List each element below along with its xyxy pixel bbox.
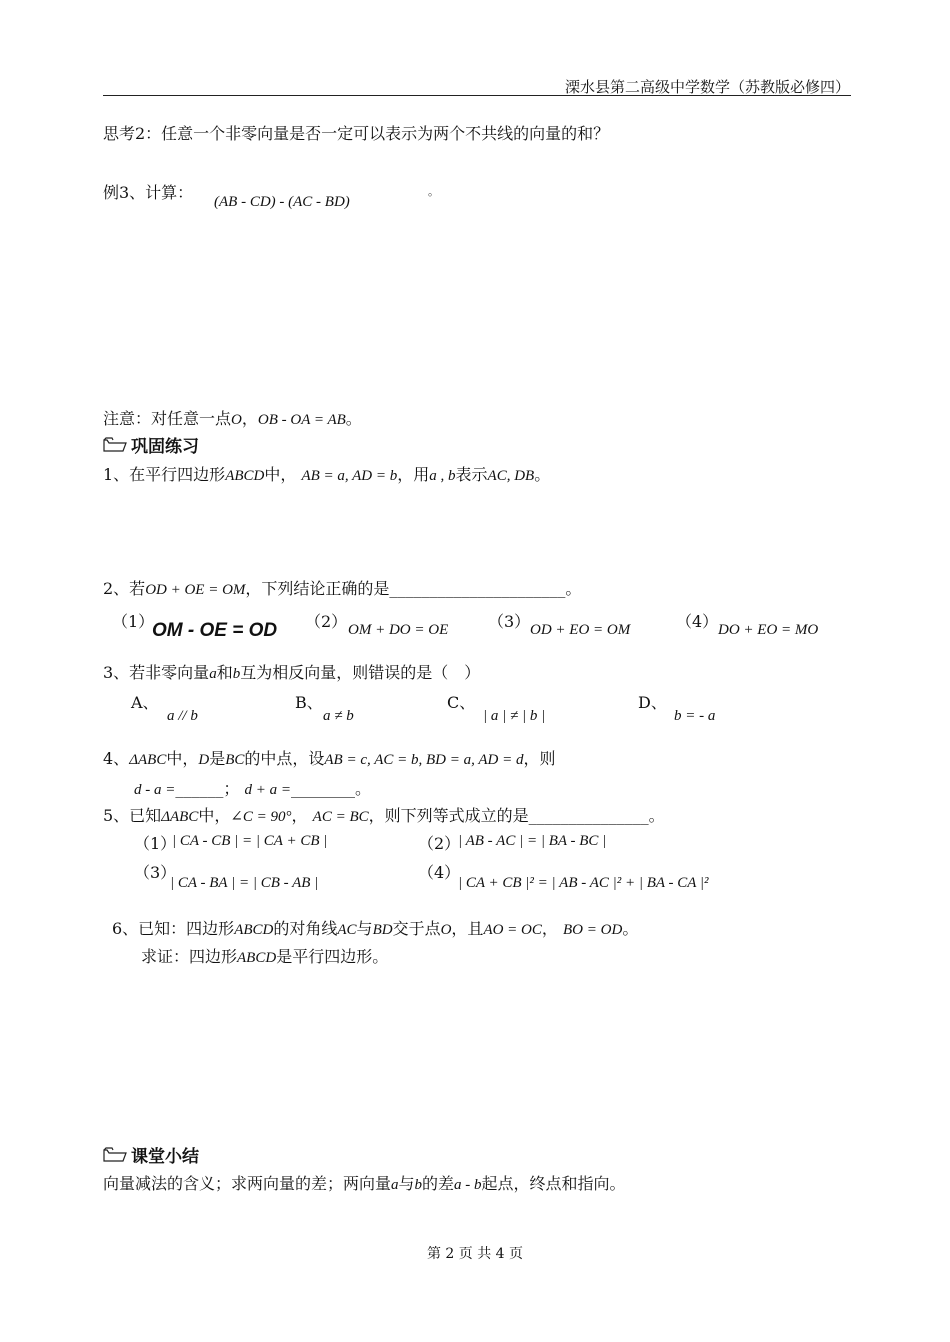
summary-b: b xyxy=(414,1177,423,1193)
q5-opt4-label: （4） xyxy=(418,863,461,882)
summary-text: 的差 xyxy=(422,1174,455,1193)
q2-opt4-label: （4） xyxy=(676,612,719,631)
q6-text: ， xyxy=(541,919,558,938)
q6-line xyxy=(112,916,638,939)
summary-text: 向量减法的含义；求两向量的差；两向量 xyxy=(103,1174,392,1193)
q4-blank: ________ xyxy=(290,779,355,798)
q4-text: 4、 xyxy=(103,749,130,768)
q4-text: ； xyxy=(223,779,240,798)
q6-pt: O xyxy=(440,922,452,938)
q5-opt3: | CA - BA | = | CB - AB | xyxy=(170,875,319,891)
q4-text: 的中点，设 xyxy=(244,749,325,768)
q5-opt1: | CA - CB | = | CA + CB | xyxy=(172,833,328,849)
q1-targets: AC, DB xyxy=(487,468,535,484)
summary-text: 起点，终点和指向。 xyxy=(481,1174,626,1193)
summary-a: a xyxy=(391,1177,399,1193)
q2-opt1-label: （1） xyxy=(112,612,155,631)
note-point: O xyxy=(231,412,242,428)
q4-text: ，则 xyxy=(523,749,556,768)
q1-text: 中， xyxy=(264,465,297,484)
q2-text: ，下列结论正确的是______________________。 xyxy=(245,579,582,598)
q5-opt2: | AB - AC | = | BA - BC | xyxy=(458,833,607,849)
note-end: 。 xyxy=(345,409,362,428)
header-rule xyxy=(103,95,851,96)
q5-line xyxy=(103,803,665,826)
q3-C: | a | ≠ | b | xyxy=(483,708,546,724)
page-footer: 第 2 页 共 4 页 xyxy=(426,1246,524,1262)
q1-text: 1、在平行四边形 xyxy=(103,465,226,484)
q4-tri: ΔABC xyxy=(129,752,167,768)
q5-opt4: | CA + CB |² = | AB - AC |² + | BA - CA |² xyxy=(458,875,709,891)
q2-opt3: OD + EO = OM xyxy=(530,622,631,638)
example3-expr: (AB - CD) - (AC - BD) xyxy=(214,194,350,210)
section-practice-title: 巩固练习 xyxy=(131,437,199,457)
q5-tri: ΔABC xyxy=(161,809,199,825)
q3-D: b = - a xyxy=(674,708,716,724)
folder-icon xyxy=(103,1147,127,1162)
q5-opt1-label: （1） xyxy=(134,834,177,853)
q2-text: 2、若 xyxy=(103,579,146,598)
q5-eq: AC = BC xyxy=(312,809,369,825)
q6-eq: AO = OC xyxy=(483,922,542,938)
q4-line2 xyxy=(134,776,371,799)
note-line xyxy=(103,406,362,429)
q2-opt3-label: （3） xyxy=(488,612,531,631)
q6-text: 的对角线 xyxy=(273,919,338,938)
q3-B: a ≠ b xyxy=(323,708,354,724)
q6-diag: BD xyxy=(372,922,393,938)
q1-vars: a , b xyxy=(429,468,456,484)
note-sep: ， xyxy=(241,409,258,428)
q6-text: 6、已知：四边形 xyxy=(112,919,235,938)
q4-text: 中， xyxy=(166,749,199,768)
section-summary-title: 课堂小结 xyxy=(131,1147,199,1167)
q4-text: 是 xyxy=(209,749,226,768)
q1-given: AB = a, AD = b xyxy=(301,468,398,484)
q2-line xyxy=(103,576,581,599)
q4-given: AB = c, AC = b, BD = a, AD = d xyxy=(324,752,524,768)
q1-text: 表示 xyxy=(455,465,488,484)
q1-end: 。 xyxy=(534,465,551,484)
q1-text: ，用 xyxy=(397,465,430,484)
q5-opt3-label: （3） xyxy=(134,863,177,882)
q6-quad: ABCD xyxy=(234,922,274,938)
q2-opt2: OM + DO = OE xyxy=(348,622,449,638)
q3-a: a xyxy=(209,666,217,682)
q3-C-label: C、 xyxy=(447,693,476,712)
q3-b: b xyxy=(232,666,241,682)
note-expr: OB - OA = AB xyxy=(257,412,346,428)
summary-line xyxy=(103,1171,626,1194)
q6-text: 与 xyxy=(356,919,373,938)
q5-opt2-label: （2） xyxy=(418,834,461,853)
q3-line xyxy=(103,660,480,683)
example3-label: 例3、计算： xyxy=(103,183,194,202)
q4-end: 。 xyxy=(354,779,371,798)
q1-quad: ABCD xyxy=(225,468,265,484)
q6-prove-quad: ABCD xyxy=(237,950,277,966)
folder-icon xyxy=(103,437,127,452)
q6-text: ，且 xyxy=(451,919,484,938)
q3-text: 和 xyxy=(216,663,233,682)
q5-text: ，则下列等式成立的是_______________。 xyxy=(368,806,665,825)
q6-end: 。 xyxy=(622,919,639,938)
q4-blank: ______ xyxy=(175,779,224,798)
q6-prove-text: 求证：四边形 xyxy=(141,947,238,966)
summary-diff: a - b xyxy=(454,1177,482,1193)
q4-seg: BC xyxy=(225,752,245,768)
q3-text: 3、若非零向量 xyxy=(103,663,210,682)
summary-text: 与 xyxy=(398,1174,415,1193)
q2-given: OD + OE = OM xyxy=(145,582,246,598)
q3-A: a // b xyxy=(167,708,198,724)
q5-text: ， xyxy=(291,806,308,825)
q2-opt1: OM - OE = OD xyxy=(152,620,278,641)
q6-text: 交于点 xyxy=(392,919,441,938)
q2-opt4: DO + EO = MO xyxy=(718,622,819,638)
section-summary xyxy=(103,1142,199,1167)
q4-expr: d + a = xyxy=(244,782,291,798)
q4-line xyxy=(103,746,556,769)
q4-pt: D xyxy=(198,752,210,768)
q1-line xyxy=(103,462,550,485)
q5-angle: ∠C = 90° xyxy=(230,809,292,825)
q3-B-label: B、 xyxy=(295,693,323,712)
q3-D-label: D、 xyxy=(638,693,667,712)
q6-prove-text: 是平行四边形。 xyxy=(276,947,389,966)
q4-expr: d - a = xyxy=(134,782,176,798)
think2-text: 思考2：任意一个非零向量是否一定可以表示为两个不共线的向量的和？ xyxy=(103,124,610,143)
q3-A-label: A、 xyxy=(131,693,159,712)
example3-end: 。 xyxy=(428,185,439,198)
section-practice xyxy=(103,432,199,457)
q6-diag: AC xyxy=(337,922,357,938)
q6-eq: BO = OD xyxy=(563,922,623,938)
q5-text: 中， xyxy=(198,806,231,825)
q5-text: 5、已知 xyxy=(103,806,162,825)
note-prefix: 注意：对任意一点 xyxy=(103,409,232,428)
header-title: 溧水县第二高级中学数学（苏教版必修四） xyxy=(564,78,850,96)
q3-text: 互为相反向量，则错误的是（ ） xyxy=(240,663,481,682)
q6-prove xyxy=(141,944,388,967)
q2-opt2-label: （2） xyxy=(305,612,348,631)
